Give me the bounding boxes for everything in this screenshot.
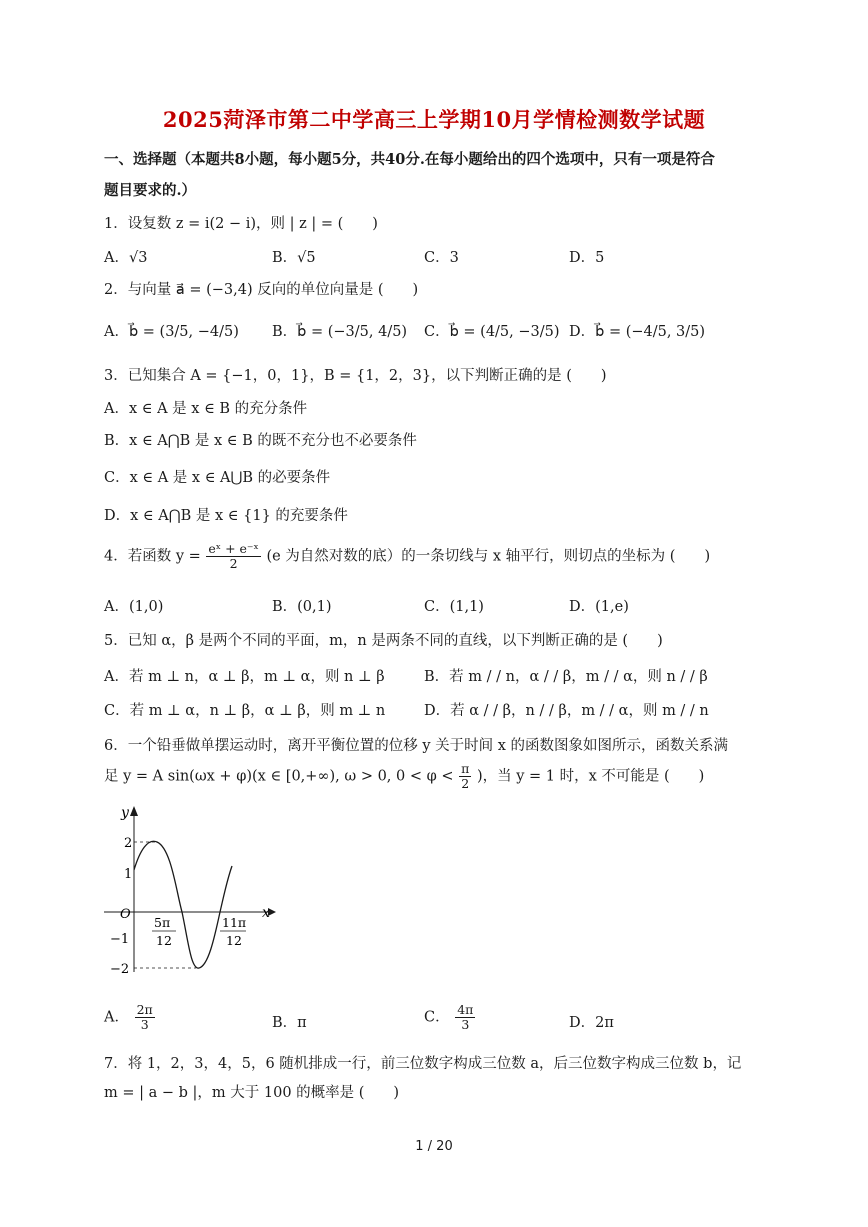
sine-curve [134,841,232,968]
q1-option-d: D．5 [569,250,605,266]
y-tick-1: 1 [124,867,133,882]
q5-option-c: C．若 m ⊥ α，n ⊥ β，α ⊥ β，则 m ⊥ n [104,703,386,719]
q5-option-d: D．若 α / / β，n / / β，m / / α，则 m / / n [424,703,709,719]
q2-option-d: D．b⃗ = (−4/5, 3/5) [569,324,706,340]
q6-option-c-label: C． [424,1009,450,1026]
q2-option-c: C．b⃗ = (4/5, −3/5) [424,324,560,340]
q6-line2 [104,762,704,791]
q4-fraction [206,542,260,571]
q6-option-c-den: 3 [461,1016,470,1032]
q6-line2-prefix: 足 y = A sin(ωx + φ)(x ∈ [0,+∞), ω > 0, 0 < φ < [104,768,454,785]
q4-option-a: A．(1,0) [104,599,164,615]
q6-option-d: D．2π [569,1015,614,1031]
q6-option-b: B．π [272,1015,307,1031]
q4-frac-den: 2 [229,555,238,571]
q5-stem: 5．已知 α，β 是两个不同的平面，m，n 是两条不同的直线，以下判断正确的是 ( ) [104,633,663,649]
q3-option-a: A．x ∈ A 是 x ∈ B 的充分条件 [104,401,308,417]
q5-option-a: A．若 m ⊥ n，α ⊥ β，m ⊥ α，则 n ⊥ β [104,669,385,685]
q3-stem: 3．已知集合 A = {−1，0，1}，B = {1，2，3}，以下判断正确的是 ( ) [104,368,607,384]
q6-line1: 6．一个铅垂做单摆运动时，离开平衡位置的位移 y 关于时间 x 的函数图象如图所示，函数关系满 [104,738,729,754]
q1-option-c: C．3 [424,250,459,266]
q6-option-c [424,1003,476,1032]
q6-option-a-den: 3 [140,1016,149,1032]
q6-frac-num: π [461,761,470,776]
page-number: 1 / 20 [415,1139,453,1154]
q1-stem: 1．设复数 z = i(2 − i)，则 | z | = ( ) [104,216,378,232]
q6-option-a-label: A． [104,1009,129,1026]
q4-stem [104,542,710,571]
q2-option-b: B．b⃗ = (−3/5, 4/5) [272,324,408,340]
q2-option-a: A．b⃗ = (3/5, −4/5) [104,324,239,340]
x-tick-5pi12-num: 5π [154,915,171,930]
x-tick-11pi12-num: 11π [222,915,247,930]
q7-line2: m = | a − b |，m 大于 100 的概率是 ( ) [104,1085,400,1101]
q4-stem-suffix: (e 为自然对数的底）的一条切线与 x 轴平行，则切点的坐标为 ( ) [266,548,711,565]
q6-fraction [459,762,471,791]
q4-frac-num: eˣ + e⁻ˣ [208,541,259,556]
exam-title: 2025菏泽市第二中学高三上学期10月学情检测数学试题 [162,107,706,132]
q6-frac-den: 2 [461,775,470,791]
q4-stem-prefix: 4．若函数 y = [104,548,201,565]
q6-option-c-num: 4π [457,1002,474,1017]
q6-sine-graph [96,800,286,980]
q6-line2-suffix: )，当 y = 1 时，x 不可能是 ( ) [476,768,705,785]
y-tick-2: 2 [124,836,133,851]
y-axis-label: y [121,805,129,821]
x-tick-11pi12-den: 12 [226,933,242,948]
q3-option-c: C．x ∈ A 是 x ∈ A⋃B 的必要条件 [104,470,331,486]
y-tick-neg1: −1 [110,932,130,947]
x-axis-label: x [262,905,270,921]
q3-option-b: B．x ∈ A⋂B 是 x ∈ B 的既不充分也不必要条件 [104,433,417,449]
q6-option-a-num: 2π [136,1002,153,1017]
q1-option-a: A．√3 [104,250,148,266]
section-heading-line2: 题目要求的.） [104,182,197,199]
q2-stem: 2．与向量 a⃗ = (−3,4) 反向的单位向量是 ( ) [104,282,419,298]
origin-label: O [120,907,131,922]
x-tick-5pi12-den: 12 [156,933,172,948]
section-heading-line1: 一、选择题（本题共8小题，每小题5分，共40分.在每小题给出的四个选项中，只有一项是符合 [104,151,715,168]
q5-option-b: B．若 m / / n，α / / β，m / / α，则 n / / β [424,669,708,685]
q1-option-b: B．√5 [272,250,316,266]
q4-option-d: D．(1,e) [569,599,629,615]
y-tick-neg2: −2 [110,962,130,977]
q3-option-d: D．x ∈ A⋂B 是 x ∈ {1} 的充要条件 [104,508,348,524]
q4-option-c: C．(1,1) [424,599,484,615]
y-axis-arrow [130,806,138,816]
q6-option-a [104,1003,156,1032]
q6-option-a-frac [135,1003,155,1032]
q6-option-c-frac [455,1003,475,1032]
q4-option-b: B．(0,1) [272,599,332,615]
q7-line1: 7．将 1，2，3，4，5，6 随机排成一行，前三位数字构成三位数 a，后三位数字构成三位数 b，记 [104,1056,742,1072]
